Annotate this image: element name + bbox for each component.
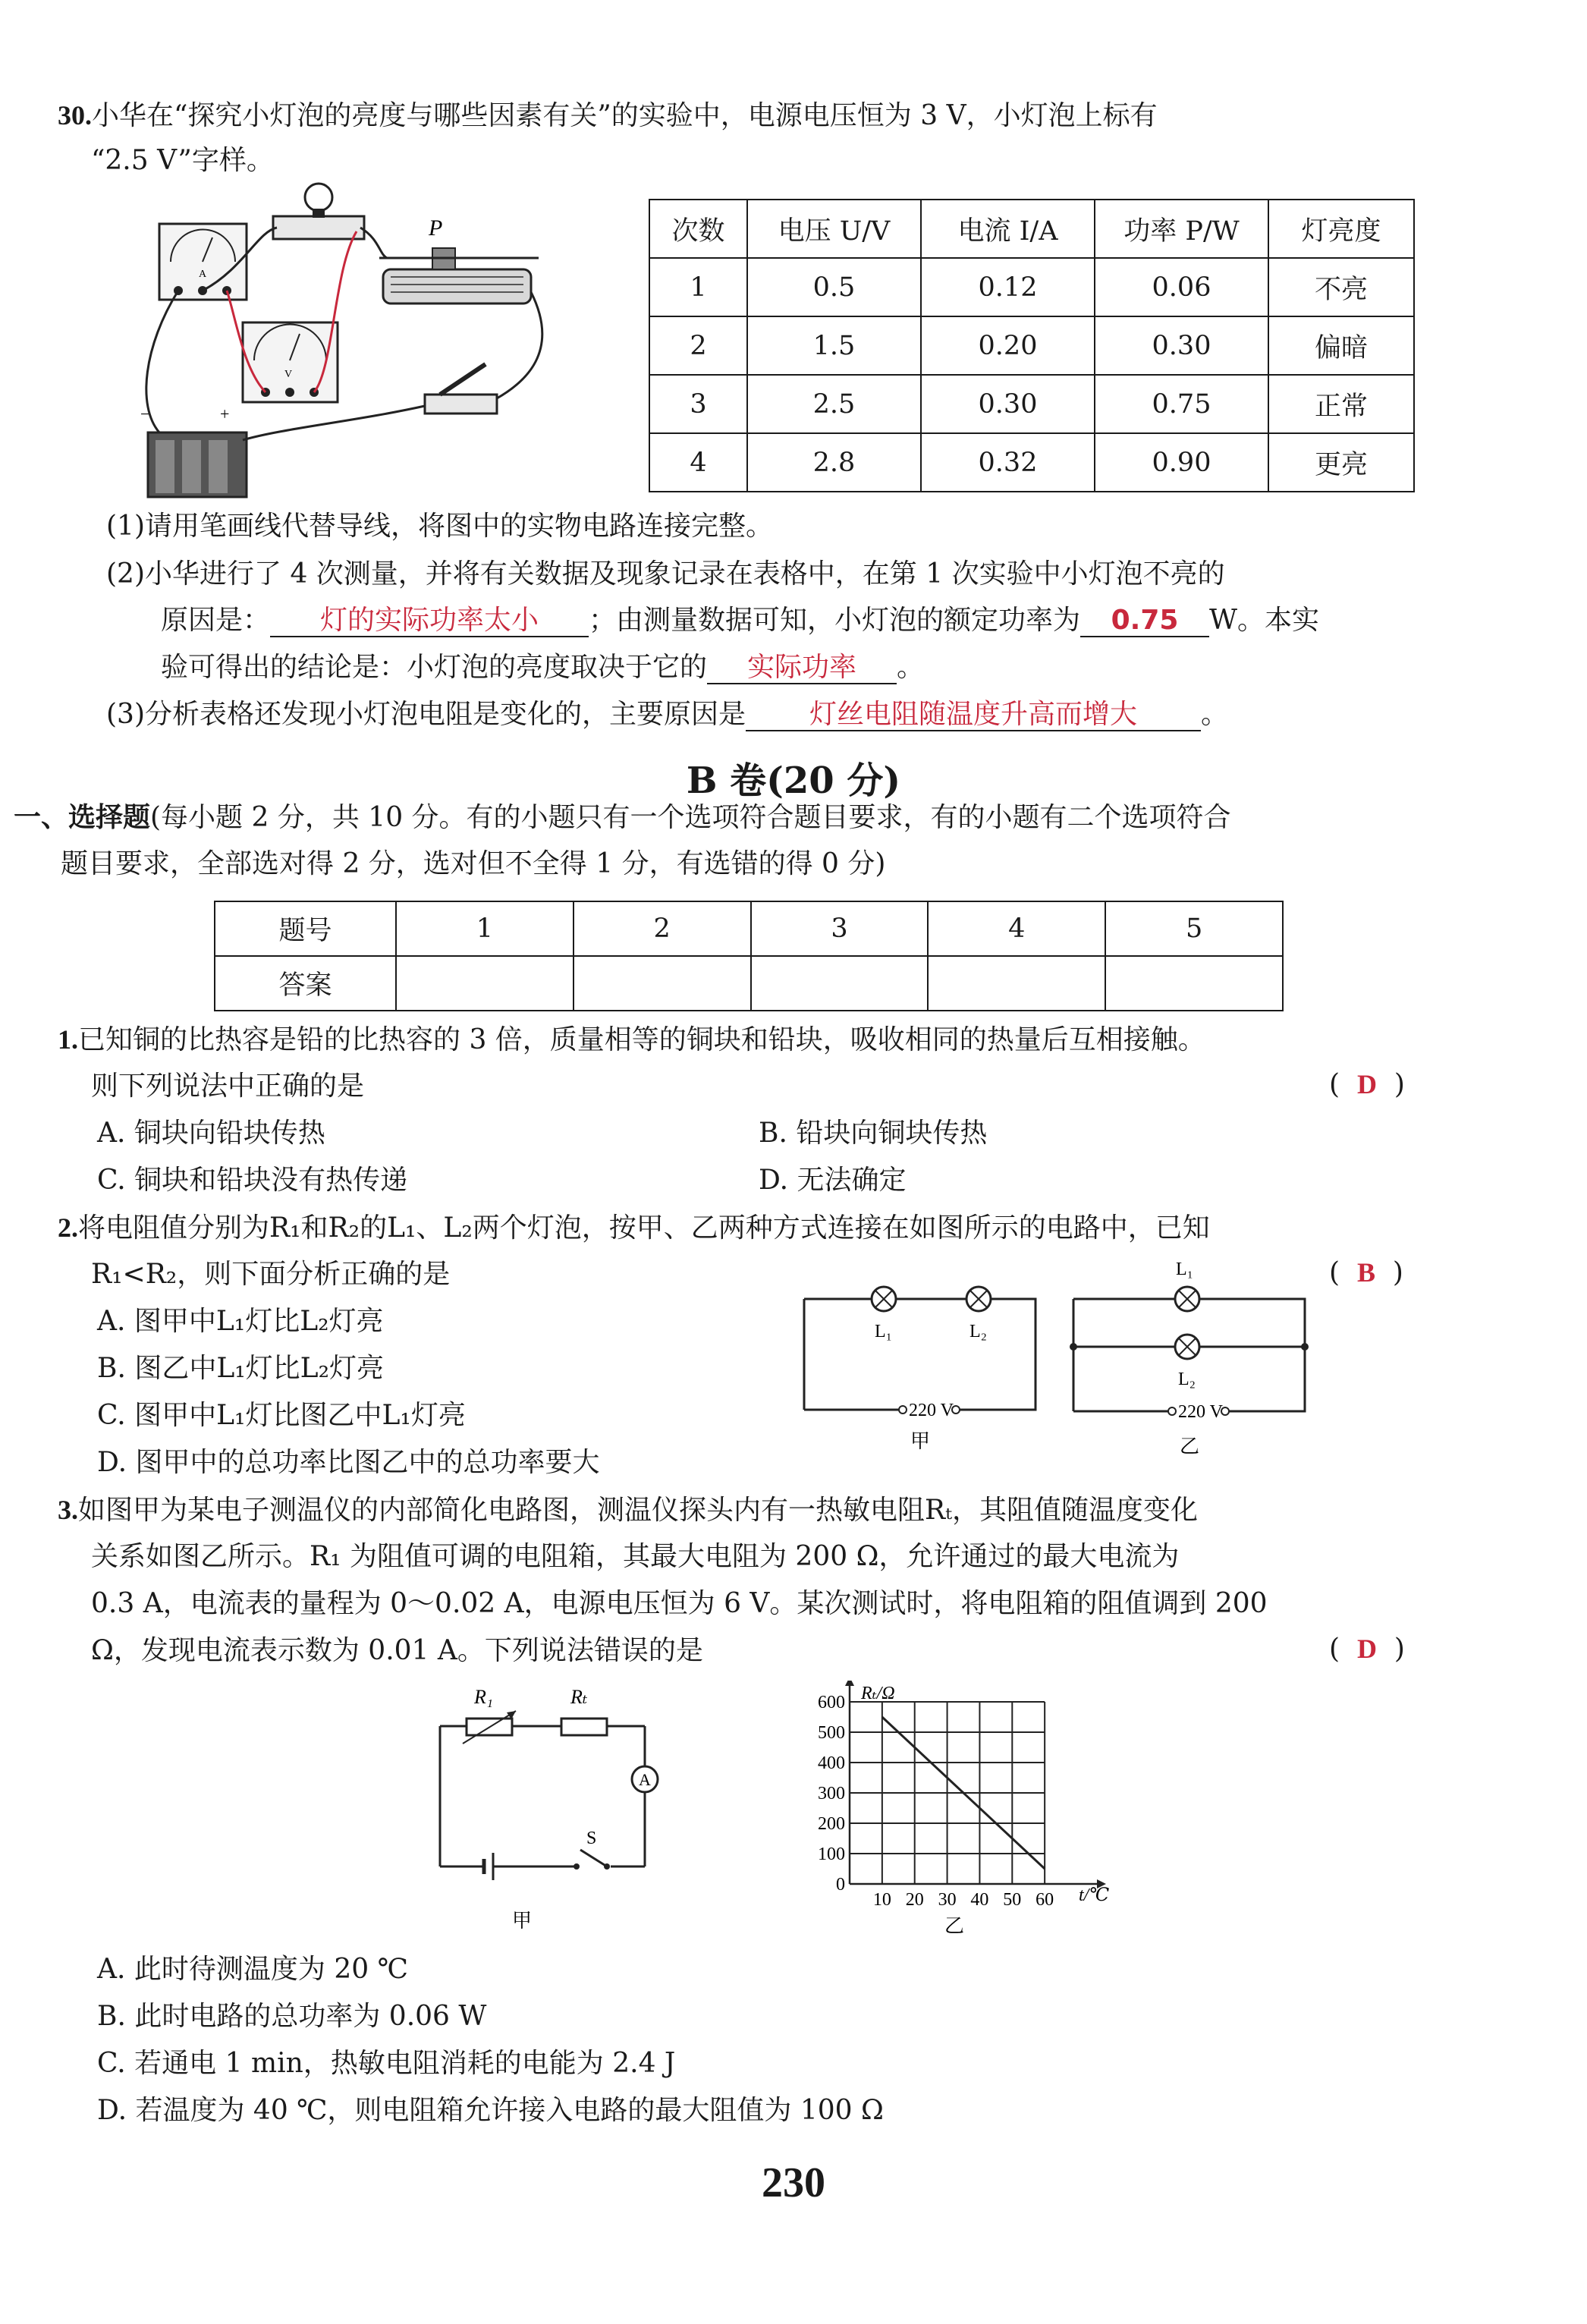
q1-line1: 1.已知铜的比热容是铅的比热容的 3 倍，质量相等的铜块和铅块，吸收相同的热量后互相接触。	[58, 1024, 1205, 1055]
table-cell: 正常	[1268, 375, 1414, 433]
table-cell: 2.5	[747, 375, 921, 433]
y-tick-label: 0	[836, 1875, 845, 1895]
q3-option-b: B. 此时电路的总功率为 0.06 W	[97, 2001, 487, 2032]
svg-text:−: −	[140, 404, 150, 423]
table-row	[649, 375, 1414, 433]
table-cell: 0.5	[747, 258, 921, 316]
label-r1: R₁	[474, 1686, 493, 1708]
q2-option-d: D. 图甲中的总功率比图乙中的总功率要大	[97, 1447, 600, 1478]
chart-y-axis-label: Rₜ/Ω	[861, 1684, 895, 1703]
table-cell: 3	[751, 901, 929, 956]
table-cell: 2.8	[747, 433, 921, 492]
lamp-icon	[966, 1287, 991, 1311]
section-b-heading-line1: 一、选择题(每小题 2 分，共 10 分。有的小题只有一个选项符合题目要求，有的小题有二个选项符合	[14, 801, 1231, 833]
table-cell: 偏暗	[1268, 316, 1414, 375]
table-cell: 答案	[215, 956, 396, 1011]
answer-cell[interactable]	[396, 956, 574, 1011]
label-l2: L₂	[1178, 1370, 1196, 1389]
table-cell: 不亮	[1268, 258, 1414, 316]
q1-option-d: D. 无法确定	[759, 1165, 907, 1196]
lamp-icon	[872, 1287, 896, 1311]
y-tick-label: 200	[818, 1814, 845, 1834]
answer-cell[interactable]	[751, 956, 929, 1011]
svg-text:A: A	[199, 269, 207, 280]
answer-blank-2: 0.75	[1080, 605, 1209, 637]
table-cell: 0.75	[1095, 375, 1268, 433]
table-cell: 4	[928, 901, 1105, 956]
chart-grid	[850, 1702, 1045, 1884]
table-header-cell: 电压 U/V	[747, 200, 921, 258]
answer-blank-1: 灯的实际功率太小	[270, 605, 589, 637]
table-cell: 1.5	[747, 316, 921, 375]
y-tick-label: 300	[818, 1784, 845, 1804]
answer-cell[interactable]	[1105, 956, 1283, 1011]
table-cell: 0.06	[1095, 258, 1268, 316]
section-b-title: B 卷(20 分)	[686, 759, 901, 802]
q2-answer: ( B )	[1329, 1257, 1403, 1288]
y-tick-label: 600	[818, 1693, 845, 1712]
q3-answer: ( D )	[1329, 1634, 1405, 1665]
ammeter-icon	[159, 224, 247, 300]
q2-option-a: A. 图甲中L₁灯比L₂灯亮	[97, 1306, 384, 1337]
table-cell: 0.20	[921, 316, 1095, 375]
figure-caption: 乙	[944, 1915, 965, 1937]
battery-icon	[484, 1853, 493, 1880]
table-cell: 0.90	[1095, 433, 1268, 492]
y-tick-label: 500	[818, 1723, 845, 1743]
table-cell: 3	[649, 375, 747, 433]
switch-icon	[574, 1829, 610, 1870]
thermistor-icon	[561, 1719, 607, 1735]
x-tick-label: 10	[872, 1890, 891, 1910]
q2-line1: 2.将电阻值分别为R₁和R₂的L₁、L₂两个灯泡，按甲、乙两种方式连接在如图所示的电路中，已知	[58, 1212, 1210, 1244]
q2-figure-jia	[797, 1275, 1047, 1464]
table-cell: 更亮	[1268, 433, 1414, 492]
q3-line3: 0.3 A，电流表的量程为 0～0.02 A，电源电压恒为 6 V。某次测试时，将电阻箱的阻值调到 200	[91, 1588, 1268, 1619]
table-cell: 2	[574, 901, 751, 956]
table-row	[215, 901, 1283, 956]
q30-part2-line1: (2)小华进行了 4 次测量，并将有关数据及现象记录在表格中，在第 1 次实验中小灯泡不亮的	[106, 558, 1225, 590]
svg-text:A: A	[639, 1770, 651, 1789]
svg-text:V: V	[284, 369, 293, 380]
table-cell: 0.32	[921, 433, 1095, 492]
table-cell: 4	[649, 433, 747, 492]
table-row	[649, 433, 1414, 492]
q30-circuit-illustration	[129, 178, 584, 505]
variable-resistor-icon	[463, 1711, 516, 1744]
chart-axes	[845, 1681, 1106, 1888]
q2-option-c: C. 图甲中L₁灯比图乙中L₁灯亮	[97, 1400, 466, 1431]
label-l2: L₂	[969, 1322, 988, 1341]
q1-line2: 则下列说法中正确的是	[91, 1071, 365, 1102]
table-cell: 0.12	[921, 258, 1095, 316]
q1-answer: ( D )	[1329, 1069, 1405, 1100]
q3-line1: 3.如图甲为某电子测温仪的内部简化电路图，测温仪探头内有一热敏电阻Rₜ，其阻值随温度变化	[58, 1495, 1198, 1526]
table-header-cell: 次数	[649, 200, 747, 258]
voltmeter-icon	[243, 322, 338, 402]
figure-caption: 甲	[910, 1430, 931, 1452]
lamp-icon	[1175, 1287, 1199, 1311]
label-l1: L₁	[875, 1322, 893, 1341]
q3-figure-jia	[425, 1677, 675, 1935]
q3-option-a: A. 此时待测温度为 20 ℃	[97, 1954, 408, 1985]
table-header-row	[649, 200, 1414, 258]
table-row	[649, 316, 1414, 375]
y-tick-label: 400	[818, 1753, 845, 1773]
svg-text:S: S	[586, 1829, 597, 1848]
table-header-cell: 灯亮度	[1268, 200, 1414, 258]
answer-cell[interactable]	[574, 956, 751, 1011]
table-cell: 1	[649, 258, 747, 316]
label-rt: Rₜ	[570, 1686, 588, 1708]
table-cell: 0.30	[921, 375, 1095, 433]
table-row	[215, 956, 1283, 1011]
x-tick-label: 50	[1003, 1890, 1022, 1910]
q30-part1: (1)请用笔画线代替导线，将图中的实物电路连接完整。	[106, 511, 773, 542]
answer-blank-4: 灯丝电阻随温度升高而增大	[746, 700, 1201, 731]
q30-part2-line2: 原因是： 灯的实际功率太小 ；由测量数据可知，小灯泡的额定功率为 0.75 W。本实	[161, 605, 1320, 636]
q1-option-b: B. 铅块向铜块传热	[759, 1118, 988, 1149]
q1-option-a: A. 铜块向铅块传热	[97, 1118, 325, 1149]
answer-blank-3: 实际功率	[707, 653, 897, 684]
table-header-cell: 功率 P/W	[1095, 200, 1268, 258]
answer-cell[interactable]	[928, 956, 1105, 1011]
q30-part3: (3)分析表格还发现小灯泡电阻是变化的，主要原因是 灯丝电阻随温度升高而增大 。	[106, 699, 1229, 730]
chart-ticks	[818, 1693, 1054, 1910]
q2-option-b: B. 图乙中L₁灯比L₂灯亮	[97, 1353, 385, 1384]
ammeter-icon	[632, 1766, 658, 1792]
q3-option-d: D. 若温度为 40 ℃，则电阻箱允许接入电路的最大阻值为 100 Ω	[97, 2095, 884, 2126]
rheostat-icon	[379, 215, 539, 303]
svg-text:+: +	[220, 404, 230, 423]
q30-stem-line2: “2.5 V”字样。	[91, 145, 274, 176]
table-cell: 5	[1105, 901, 1283, 956]
q30-number: 30.	[58, 100, 92, 131]
section-b-heading-line2: 题目要求，全部选对得 2 分，选对但不全得 1 分，有选错的得 0 分)	[61, 848, 886, 879]
q30-data-table	[649, 199, 1415, 492]
y-tick-label: 100	[818, 1844, 845, 1864]
q3-option-c: C. 若通电 1 min，热敏电阻消耗的电能为 2.4 J	[97, 2048, 676, 2079]
table-cell: 1	[396, 901, 574, 956]
lamp-icon	[1175, 1335, 1199, 1359]
table-row	[649, 258, 1414, 316]
x-tick-label: 30	[938, 1890, 957, 1910]
q30-stem-line1: 30.小华在“探究小灯泡的亮度与哪些因素有关”的实验中，电源电压恒为 3 V，小灯泡上标有	[58, 100, 1158, 131]
table-cell: 2	[649, 316, 747, 375]
figure-caption: 乙	[1180, 1436, 1200, 1458]
q3-line4: Ω，发现电流表示数为 0.01 A。下列说法错误的是	[91, 1635, 703, 1666]
figure-caption: 甲	[512, 1910, 533, 1932]
source-label: 220 V	[1178, 1402, 1223, 1422]
q3-line2: 关系如图乙所示。R₁ 为阻值可调的电阻箱，其最大电阻为 200 Ω，允许通过的最大电流为	[91, 1541, 1180, 1572]
q2-figure-yi	[1066, 1256, 1316, 1464]
table-cell: 题号	[215, 901, 396, 956]
table-header-cell: 电流 I/A	[921, 200, 1095, 258]
chart-x-axis-label: t/℃	[1079, 1885, 1110, 1905]
table-cell: 0.30	[1095, 316, 1268, 375]
answer-grid-table	[214, 901, 1284, 1011]
source-label: 220 V	[909, 1401, 954, 1420]
y-axis-arrow	[845, 1681, 854, 1686]
q1-option-c: C. 铜块和铅块没有热传递	[97, 1165, 408, 1196]
q2-line2: R₁<R₂，则下面分析正确的是	[91, 1259, 451, 1290]
q30-part2-line3: 验可得出的结论是：小灯泡的亮度取决于它的 实际功率 。	[161, 652, 925, 683]
bulb-icon	[273, 184, 364, 239]
label-l1: L₁	[1176, 1259, 1194, 1279]
x-tick-label: 20	[905, 1890, 924, 1910]
switch-icon	[425, 364, 497, 414]
x-tick-label: 60	[1035, 1890, 1054, 1910]
page-number: 230	[762, 2159, 825, 2206]
x-tick-label: 40	[970, 1890, 989, 1910]
battery-icon	[140, 404, 247, 497]
slider-p-label: P	[429, 215, 443, 241]
rt-temperature-chart	[781, 1681, 1123, 1939]
